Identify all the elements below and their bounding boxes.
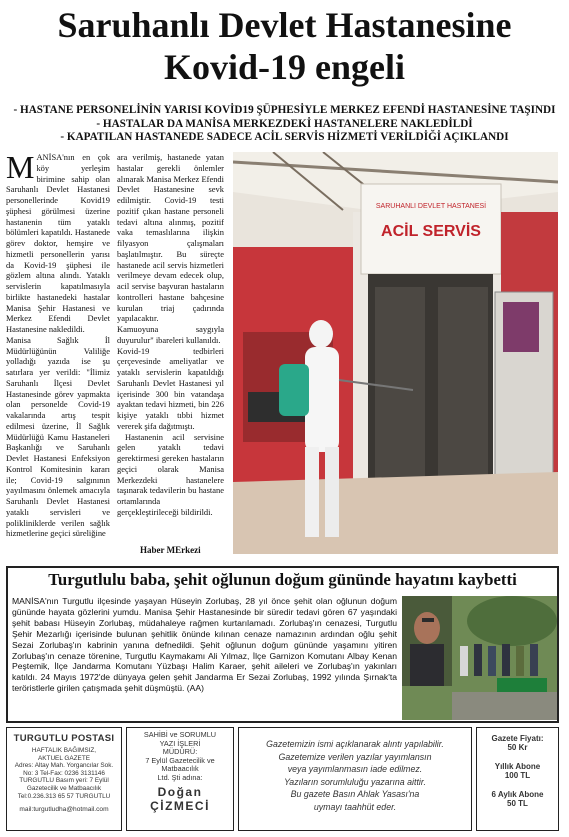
headline-line-1: Saruhanlı Devlet Hastanesine: [57, 5, 512, 45]
article-paragraph: ara verilmiş, hastanede yatan hastalar gerekli önlemler alınarak Manisa Merkez Efendi Devlet Hastanesine sevk edilmiştir. Covid-19 testi pozitif çıkan hastane personeli tedavi altına alınmış, pozitif vaka temaslılarına ilişkin filyasyon çalışmaları başlatılmıştır. Bu süreçte hastanede acil servis hizmetleri verilmeye devam edecek olup, acil servise başvuran hastaların kontrolleri hastane bahçesine kurulan triaj çadırında yapılacaktır.: [117, 152, 224, 324]
owner-last-name: ÇİZMECİ: [150, 799, 210, 813]
article-paragraph: Hastanenin acil servisine gelen yataklı tedavi gerektirmesi gereken hastaların geçici olarak Manisa Merkezdeki hastanelere taşınarak tedavilerin bu hastane ortamlarında gerçekleştirileceği bildirildi.: [117, 431, 224, 517]
owner-first-name: Doğan: [157, 785, 203, 799]
notice-line-2: Gazetemize verilen yazılar yayımlansın: [278, 751, 432, 762]
article-paragraph: [6, 149, 110, 335]
printer-line-3: Tel:0.236.313 65 57 TURGUTLU: [17, 792, 111, 800]
article-column-2: [117, 152, 224, 518]
article-paragraph: Kovid-19 tedbirleri çerçevesinde ameliyatlar ve yataklı servislerin kapatıldığı Saruhanlı Devlet Hastanesi yıl içerisinde 300 bin vatandaşa ayaktan tedavi hizmeti, bin 226 kişiye yataklı tıbbi hizmet vererek şifa dağıtmıştı.: [117, 345, 224, 431]
subheads: [0, 104, 569, 145]
subhead-2: - HASTALAR DA MANİSA MERKEZDEKİ HASTANELERE NAKLEDİLDİ: [96, 117, 473, 130]
paper-name: TURGUTLU POSTASI: [13, 733, 115, 744]
owner-line-1: SAHİBİ ve SORUMLU: [143, 730, 217, 739]
address-line-1: Adres: Altay Mah. Yorgancılar Sok.: [14, 762, 114, 770]
notice-line-6: uymayı taahhüt eder.: [313, 801, 397, 812]
owner-line-2: YAZI İŞLERİ: [159, 738, 201, 748]
second-article-title: Turgutlulu baba, şehit oğlunun doğum gününde hayatını kaybetti: [48, 570, 517, 589]
notice-line-4: Yazıların sorumluluğu yazarına aittir.: [284, 776, 426, 787]
paragraph-text: ANİSA'nın en çok köy yerleşim birimine sahip olan Saruhanlı Devlet Hastanesi personellerinde Kovid19 şüphesi görülmesi üzerine hastanenin tüm yataklı bölümleri kapatıldı. Hastanede görev doktor, hemşire ve hizmetli personellerin yarısı da Kovid-19 şüphesi ile gözlem altına alındı. Yataklı servislerin kapatılmasıyla birlikte hastanedeki hastalar Manisa Şehir Hastanesi ve Merkez Efendi Devlet Hastanesine nakledildi.: [6, 152, 110, 334]
sign-text-1: SARUHANLI DEVLET HASTANESİ: [375, 203, 487, 210]
owner-box: [126, 727, 234, 831]
notice-line-3: veya yayımlanmasın iade edilmez.: [287, 764, 423, 774]
printer-line-1: TURGUTLU Basım yeri: 7 Eylül: [19, 777, 109, 785]
price-box: [476, 727, 559, 831]
notice-line-5: Bu gazete Basın Ahlak Yasası'na: [290, 789, 420, 799]
yearly-value: 100 TL: [504, 771, 531, 780]
drop-cap: M: [6, 149, 35, 185]
second-article-box: [6, 566, 559, 723]
subhead-1: - HASTANE PERSONELİNİN YARISI KOVİD19 ŞÜPHESİYLE MERKEZ EFENDİ HASTANESİNE TAŞINDI: [13, 104, 556, 116]
notice-box: [238, 727, 472, 831]
printer-line-2: Gazetecilik ve Matbaacılık: [26, 784, 102, 792]
notice-text: [239, 738, 471, 813]
article-paragraph: Kamuoyuna saygıyla duyurulur" ibareleri kullanıldı.: [117, 324, 224, 345]
contact-email: mail:turgutludha@hotmail.com: [19, 806, 109, 814]
headline: [0, 4, 569, 88]
masthead-footer: [6, 727, 559, 833]
owner-line-6: Ltd. Şti adına:: [157, 772, 203, 782]
notice-line-1: Gazetemizin ismi açıklanarak alıntı yapılabilir.: [266, 739, 444, 749]
paper-tagline-2: AKTUEL GAZETE: [38, 754, 90, 762]
half-year-value: 50 TL: [507, 799, 528, 808]
hospital-entrance-photo: [233, 152, 558, 554]
byline: Haber MErkezi: [140, 545, 201, 555]
paper-tagline-1: HAFTALIK BAĞIMSIZ,: [31, 747, 97, 754]
headline-line-2: Kovid-19 engeli: [164, 47, 405, 87]
yearly-label: Yıllık Abone: [494, 762, 541, 771]
address-line-2: No: 3 Tel-Fax: 0236 3131146: [23, 769, 105, 777]
sign-text-2: ACİL SERVİS: [381, 223, 481, 240]
owner-line-4: 7 Eylül Gazetecilik ve: [145, 755, 215, 765]
publisher-info-box: [6, 727, 122, 831]
second-article-body: MANİSA'nın Turgutlu ilçesinde yaşayan Hüseyin Zorlubaş, 28 yıl önce şehit olan oğlunun doğum gününde hayata gözlerini yumdu. Manisa Şehir Hastanesinde bir süredir tedavi gören 67 yaşındaki şehit babası Hüseyin Zorlubaş, müdahaleye rağmen kurtarılamadı. Zorlubaş'ın cenazesi, Turgutlu Şehir Mezarlığı içerisinde bulunan şehitlik önünde kılınan cenaze namazının ardından oğlu şehit Sezai Zorlubaş'ın kabrinin yanına defnedildi. Şehit oğlunun doğum gününde yaşamını yitiren Zorlubaş'ın cenaze törenine, Turgutlu Kaymakamı Ali Yılmaz, İlçe Garnizon Komutanı Albay Kenan Peştemik, İlçe Jandarma Komutanı Yüzbaşı Halim Karaer, şehit aileleri ve Zorlubaş'ın yakınları katıldı. 24 Mayıs 1972'de dünyaya gelen şehit Jandarma Er Sezai Zorlubaş, 1992 yılında Şırnak'ta teröristlerle girilen çatışmada şehit düşmüştü. (AA): [12, 596, 397, 694]
funeral-photo: [402, 596, 557, 720]
owner-line-5: Matbaacılık: [161, 764, 199, 773]
half-year-label: 6 Aylık Abone: [491, 790, 544, 799]
article-column-1: [6, 149, 110, 539]
price-label: Gazete Fiyatı:: [491, 734, 544, 743]
owner-line-3: MÜDÜRÜ:: [162, 747, 198, 756]
price-value: 50 Kr: [507, 743, 528, 752]
article-paragraph: Manisa Sağlık İl Müdürlüğünün Valiliğe yolladığı yazıda ise şu satırlara yer verildi: "İlimiz Saruhanlı İlçesi Devlet Hastanesinde görev yapmakta olan personelde Covid-19 vakalarında artış tespit edilmesi üzerine, İl Sağlık Müdürlüğü Kamu Hastaneleri Başkanlığı ve Saruhanlı Devlet Hastanesi Enfeksiyon Kontrol Komitesinin kararı ile; Covid-19 salgınının yayılmasını önlemek amacıyla Saruhanlı Devlet Hastanesi yataklı servisleri ve polikliniklerde verilen sağlık hizmetlerine geçici süreliğine: [6, 334, 110, 539]
subhead-3: - KAPATILAN HASTANEDE SADECE ACİL SERVİS HİZMETİ VERİLDİĞİ AÇIKLANDI: [60, 131, 509, 143]
